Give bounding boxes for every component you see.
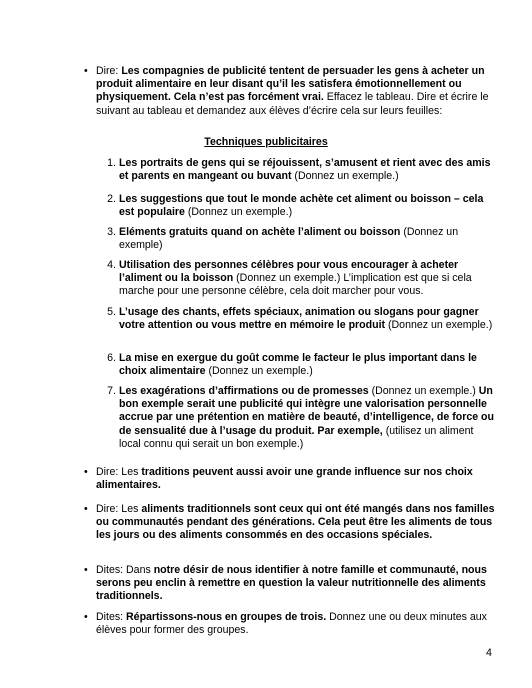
technique-text	[119, 259, 497, 299]
text-segment: (utilisez un aliment local connu qui serait un bon exemple.)	[119, 424, 474, 450]
text-segment: (Donnez un exemple.)	[205, 365, 313, 378]
technique-number: 6.	[107, 352, 116, 364]
bullet-identity-text	[96, 564, 496, 604]
bold-text-segment: Les exagérations d’affirmations ou de promesses	[119, 385, 369, 397]
bold-text-segment: Utilisation des personnes célèbres pour vous encourager à acheter l’aliment ou la boisson	[119, 259, 459, 285]
text-segment: (Donnez un exemple.)	[368, 385, 479, 397]
bullet-dot: •	[84, 65, 88, 77]
text-segment: Dire:	[96, 65, 122, 77]
bullet-traditions	[84, 466, 496, 492]
bold-text-segment: La mise en exergue du goût comme le facteur le plus important dans le choix alimentaire	[119, 352, 477, 378]
technique-item-7	[107, 385, 497, 451]
bullet-intro-text	[96, 65, 496, 118]
text-segment: Dire: Les	[96, 503, 142, 515]
bold-text-segment: Eléments gratuits quand on achète l’aliment ou boisson	[119, 226, 401, 238]
technique-text	[119, 226, 497, 252]
technique-text	[119, 385, 497, 451]
text-segment: Effacez le tableau. Dire et écrire le suivant au tableau et demandez aux élèves d’écrire cela sur leurs feuilles:	[96, 91, 489, 117]
bullet-traditional-foods	[84, 503, 496, 543]
technique-item-4	[107, 259, 497, 299]
bold-text-segment: Les compagnies de publicité tentent de persuader les gens à acheter un produit alimentaire en leur disant qu’il les satisfera émotionnellement ou physiquement. Cela n’est pas forcément vrai.	[96, 65, 485, 104]
text-segment: (Donnez un exemple.)	[385, 319, 493, 332]
text-segment: (Donnez un exemple)	[119, 226, 459, 252]
technique-item-5	[107, 306, 497, 332]
bold-text-segment: Répartissons-nous en groupes de trois.	[126, 611, 327, 623]
technique-number: 3.	[107, 226, 116, 238]
section-heading: Techniques publicitaires	[204, 136, 328, 148]
technique-number: 7.	[107, 385, 116, 397]
technique-number: 1.	[107, 157, 116, 169]
bullet-identity	[84, 564, 496, 604]
text-segment: Dites:	[96, 611, 127, 623]
text-segment: Dire: Les	[96, 466, 142, 478]
text-segment: Donnez une ou deux minutes aux élèves pour former des groupes.	[96, 611, 487, 637]
text-segment: Dites: Dans	[96, 564, 154, 576]
bullet-intro	[84, 65, 496, 118]
bullet-traditions-text	[96, 466, 496, 492]
technique-number: 5.	[107, 306, 116, 318]
technique-number: 2.	[107, 193, 116, 205]
technique-text	[119, 193, 497, 219]
technique-text	[119, 352, 497, 378]
bold-text-segment: aliments traditionnels sont ceux qui ont été mangés dans nos familles ou communautés pendant des générations. Cela peut être les aliments de tous les jours ou des aliments consommés en des occasions spéciales.	[96, 503, 495, 542]
technique-item-6	[107, 352, 497, 378]
text-segment: (Donnez un exemple.)	[291, 170, 399, 183]
technique-text	[119, 306, 497, 332]
technique-item-3	[107, 226, 497, 252]
bold-text-segment: Les suggestions que tout le monde achète cet aliment ou boisson – cela est populaire	[119, 193, 484, 219]
bullet-dot: •	[84, 611, 88, 623]
bold-text-segment: notre désir de nous identifier à notre famille et communauté, nous serons peu enclin à remettre en question la valeur nutritionnelle des aliments traditionnels.	[96, 564, 487, 603]
bold-text-segment: Un bon exemple serait une publicité qui intègre une valorisation personnelle accrue par une prétention en matière de beauté, d’intelligence, de force ou de sensualité due à l’usage du produit. Par exemple,	[119, 385, 494, 437]
bullet-groups-text	[96, 611, 496, 637]
bullet-traditional-foods-text	[96, 503, 496, 543]
bold-text-segment: Les portraits de gens qui se réjouissent, s’amusent et rient avec des amis et parents en mangeant ou buvant	[119, 157, 491, 183]
technique-number: 4.	[107, 259, 116, 271]
technique-item-1	[107, 157, 497, 183]
technique-text	[119, 157, 497, 183]
technique-item-2	[107, 193, 497, 219]
page-number: 4	[486, 647, 492, 659]
bullet-dot: •	[84, 503, 88, 515]
bullet-groups	[84, 611, 496, 637]
text-segment: (Donnez un exemple.)	[184, 206, 293, 219]
bullet-dot: •	[84, 466, 88, 478]
bold-text-segment: traditions peuvent aussi avoir une grande influence sur nos choix alimentaires.	[96, 466, 473, 492]
text-segment: (Donnez un exemple.) L’implication est que si cela marche pour une personne célèbre, cela doit marcher pour vous.	[119, 272, 472, 298]
bullet-dot: •	[84, 564, 88, 576]
bold-text-segment: L’usage des chants, effets spéciaux, animation ou slogans pour gagner votre attention ou vous mettre en mémoire le produit	[119, 306, 479, 332]
